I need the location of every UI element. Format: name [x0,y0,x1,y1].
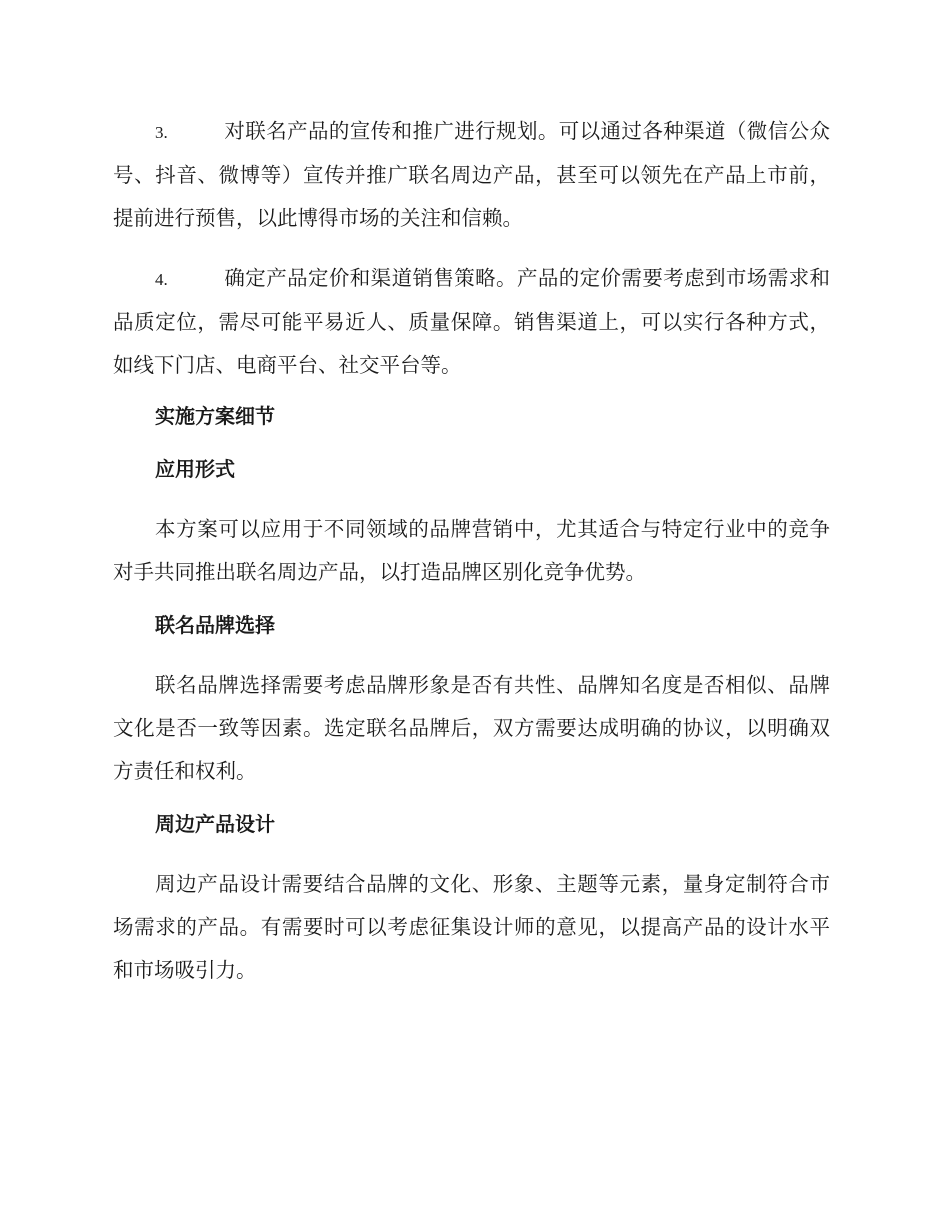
paragraph-brand-selection: 联名品牌选择需要考虑品牌形象是否有共性、品牌知名度是否相似、品牌文化是否一致等因素。选定联名品牌后，双方需要达成明确的协议，以明确双方责任和权利。 [113,673,830,783]
section-heading: 实施方案细节 [155,404,275,428]
document-page [113,110,830,1009]
paragraph-application: 本方案可以应用于不同领域的品牌营销中，尤其适合与特定行业中的竞争对手共同推出联名周边产品，以打造品牌区别化竞争优势。 [113,517,830,584]
subsection-heading-application: 应用形式 [155,457,235,481]
list-item-4 [113,257,830,387]
subsection-heading-brand-selection: 联名品牌选择 [155,613,275,637]
subsection-heading-product-design: 周边产品设计 [155,812,275,836]
list-number: 4. [155,270,168,289]
list-number: 3. [155,123,168,142]
list-item-3 [113,110,830,240]
list-item-text: 对联名产品的宣传和推广进行规划。可以通过各种渠道（微信公众号、抖音、微博等）宣传并推广联名周边产品，甚至可以领先在产品上市前，提前进行预售，以此博得市场的关注和信赖。 [113,119,830,230]
list-item-text: 确定产品定价和渠道销售策略。产品的定价需要考虑到市场需求和品质定位，需尽可能平易近人、质量保障。销售渠道上，可以实行各种方式，如线下门店、电商平台、社交平台等。 [113,266,830,377]
paragraph-product-design: 周边产品设计需要结合品牌的文化、形象、主题等元素，量身定制符合市场需求的产品。有需要时可以考虑征集设计师的意见，以提高产品的设计水平和市场吸引力。 [113,872,830,982]
